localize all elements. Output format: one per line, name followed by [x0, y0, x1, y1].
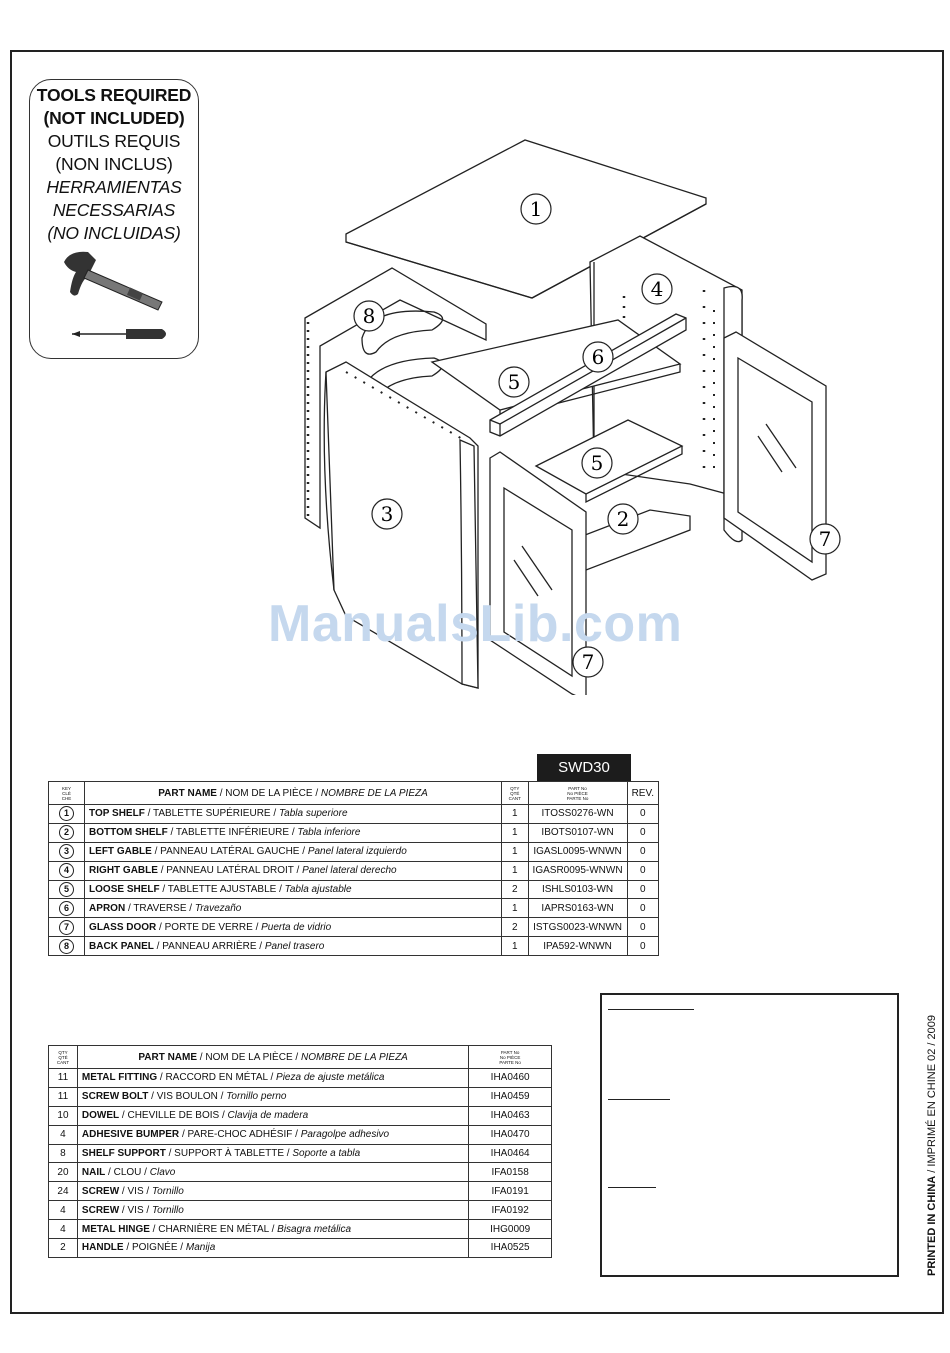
- callout-5a-label: 5: [507, 370, 521, 394]
- notes-rule-1: [608, 1009, 694, 1010]
- key-cell: 4: [49, 861, 85, 880]
- part-no-cell: ITOSS0276-WN: [528, 805, 627, 824]
- rev-cell: 0: [627, 880, 658, 899]
- callout-3: [372, 499, 402, 529]
- parts-table-row: [49, 861, 659, 880]
- key-header: KEY CLÉ CHE: [49, 782, 85, 805]
- qty-cell: 1: [501, 805, 528, 824]
- hw-part-name-header: PART NAME / NOM DE LA PIÈCE / NOMBRE DE LA PIEZA: [77, 1046, 468, 1069]
- hardware-table-row: [49, 1182, 552, 1201]
- rev-cell: 0: [627, 937, 658, 956]
- callout-6-label: 6: [591, 345, 605, 369]
- hardware-table-row: [49, 1220, 552, 1239]
- tools-required-box: [29, 79, 199, 359]
- qty-cell: 1: [501, 937, 528, 956]
- hw-qty-cell: 11: [49, 1069, 78, 1088]
- qty-cell: 1: [501, 861, 528, 880]
- tools-line-5: HERRAMIENTAS: [46, 177, 182, 197]
- hardware-table-row: [49, 1144, 552, 1163]
- rev-cell: 0: [627, 861, 658, 880]
- part-name-cell: APRON / TRAVERSE / Travezaño: [85, 899, 502, 918]
- hw-part-no-cell: IFA0192: [469, 1201, 552, 1220]
- key-cell: 8: [49, 937, 85, 956]
- hw-qty-cell: 11: [49, 1087, 78, 1106]
- tools-line-6: NECESSARIAS: [52, 200, 176, 220]
- hw-part-name-cell: DOWEL / CHEVILLE DE BOIS / Clavija de madera: [77, 1106, 468, 1125]
- notes-rule-3: [608, 1187, 656, 1188]
- tools-line-2: (NOT INCLUDED): [43, 108, 185, 128]
- parts-table-row: [49, 880, 659, 899]
- callout-7a: [810, 524, 840, 554]
- callout-7a-label: 7: [818, 527, 832, 551]
- parts-table-row: [49, 805, 659, 824]
- key-cell: 1: [49, 805, 85, 824]
- hardware-table-row: [49, 1069, 552, 1088]
- hw-part-name-cell: SHELF SUPPORT / SUPPORT À TABLETTE / Soporte a tabla: [77, 1144, 468, 1163]
- part-name-cell: LOOSE SHELF / TABLETTE AJUSTABLE / Tabla ajustable: [85, 880, 502, 899]
- callout-4: [642, 274, 672, 304]
- hw-qty-header: QTY QTÉ CANT: [49, 1046, 78, 1069]
- key-cell: 3: [49, 842, 85, 861]
- hardware-table-row: [49, 1106, 552, 1125]
- part-no-cell: IGASL0095-WNWN: [528, 842, 627, 861]
- model-number-badge: SWD30: [537, 754, 631, 781]
- hw-part-name-cell: METAL FITTING / RACCORD EN MÉTAL / Pieza de ajuste metálica: [77, 1069, 468, 1088]
- callout-7b-label: 7: [581, 650, 595, 674]
- qty-cell: 1: [501, 823, 528, 842]
- hw-qty-cell: 20: [49, 1163, 78, 1182]
- hardware-table-row: [49, 1125, 552, 1144]
- part-name-header: PART NAME / NOM DE LA PIÈCE / NOMBRE DE LA PIEZA: [85, 782, 502, 805]
- qty-cell: 2: [501, 880, 528, 899]
- hw-part-no-cell: IHG0009: [469, 1220, 552, 1239]
- hw-part-name-cell: SCREW / VIS / Tornillo: [77, 1182, 468, 1201]
- key-cell: 7: [49, 918, 85, 937]
- callout-5a: [499, 367, 529, 397]
- key-cell: 6: [49, 899, 85, 918]
- part-name-cell: BOTTOM SHELF / TABLETTE INFÉRIEURE / Tabla inferiore: [85, 823, 502, 842]
- parts-table-row: [49, 823, 659, 842]
- hw-part-no-header: PART No No PIÈCE PARTE No: [469, 1046, 552, 1069]
- rev-cell: 0: [627, 823, 658, 842]
- hw-part-no-cell: IFA0158: [469, 1163, 552, 1182]
- key-cell: 5: [49, 880, 85, 899]
- hardware-table-row: [49, 1201, 552, 1220]
- hw-qty-cell: 8: [49, 1144, 78, 1163]
- hammer-icon: [64, 252, 162, 310]
- hw-part-name-cell: ADHESIVE BUMPER / PARE-CHOC ADHÉSIF / Paragolpe adhesivo: [77, 1125, 468, 1144]
- hw-qty-cell: 24: [49, 1182, 78, 1201]
- qty-cell: 1: [501, 899, 528, 918]
- tools-line-4: (NON INCLUS): [55, 154, 173, 174]
- part-name-cell: TOP SHELF / TABLETTE SUPÉRIEURE / Tabla superiore: [85, 805, 502, 824]
- part-no-header: PART No No PIÈCE PARTE No: [528, 782, 627, 805]
- parts-table-row: [49, 842, 659, 861]
- part-name-cell: GLASS DOOR / PORTE DE VERRE / Puerta de vidrio: [85, 918, 502, 937]
- callout-8: [354, 301, 384, 331]
- hw-part-no-cell: IHA0464: [469, 1144, 552, 1163]
- callout-1-label: 1: [529, 197, 543, 221]
- hardware-table-row: [49, 1163, 552, 1182]
- hw-part-name-cell: NAIL / CLOU / Clavo: [77, 1163, 468, 1182]
- notes-box: [600, 993, 899, 1277]
- part-name-cell: LEFT GABLE / PANNEAU LATÉRAL GAUCHE / Panel lateral izquierdo: [85, 842, 502, 861]
- watermark: ManualsLib.com: [268, 595, 683, 653]
- callout-5b: [582, 448, 612, 478]
- hw-part-no-cell: IHA0460: [469, 1069, 552, 1088]
- hardware-table-header: [49, 1046, 552, 1069]
- callout-8-label: 8: [362, 304, 376, 328]
- callout-3-label: 3: [380, 502, 394, 526]
- part-name-cell: BACK PANEL / PANNEAU ARRIÈRE / Panel trasero: [85, 937, 502, 956]
- hardware-table-row: [49, 1239, 552, 1258]
- hw-part-name-cell: HANDLE / POIGNÉE / Manija: [77, 1239, 468, 1258]
- hw-part-name-cell: METAL HINGE / CHARNIÈRE EN MÉTAL / Bisagra metálica: [77, 1220, 468, 1239]
- parts-table-row: [49, 937, 659, 956]
- notes-rule-2: [608, 1099, 670, 1100]
- rev-cell: 0: [627, 918, 658, 937]
- part-no-cell: IGASR0095-WNWN: [528, 861, 627, 880]
- callout-2: [608, 504, 638, 534]
- qty-cell: 1: [501, 842, 528, 861]
- screwdriver-icon: [72, 329, 166, 339]
- rev-cell: 0: [627, 805, 658, 824]
- hw-qty-cell: 10: [49, 1106, 78, 1125]
- hardware-table-row: [49, 1087, 552, 1106]
- part-no-cell: IAPRS0163-WN: [528, 899, 627, 918]
- part-no-cell: ISHLS0103-WN: [528, 880, 627, 899]
- hw-part-no-cell: IHA0459: [469, 1087, 552, 1106]
- rev-cell: 0: [627, 899, 658, 918]
- part-name-cell: RIGHT GABLE / PANNEAU LATÉRAL DROIT / Panel lateral derecho: [85, 861, 502, 880]
- callout-6: [583, 342, 613, 372]
- callout-2-label: 2: [616, 507, 630, 531]
- callout-4-label: 4: [650, 277, 664, 301]
- hw-part-no-cell: IHA0525: [469, 1239, 552, 1258]
- hw-part-no-cell: IHA0463: [469, 1106, 552, 1125]
- rev-header: REV.: [627, 782, 658, 805]
- hw-part-no-cell: IFA0191: [469, 1182, 552, 1201]
- qty-cell: 2: [501, 918, 528, 937]
- hw-qty-cell: 4: [49, 1220, 78, 1239]
- key-cell: 2: [49, 823, 85, 842]
- callout-5b-label: 5: [590, 451, 604, 475]
- hw-part-no-cell: IHA0470: [469, 1125, 552, 1144]
- parts-table: [48, 781, 659, 956]
- hw-qty-cell: 4: [49, 1201, 78, 1220]
- hw-qty-cell: 4: [49, 1125, 78, 1144]
- tools-line-7: (NO INCLUIDAS): [47, 223, 181, 243]
- hw-qty-cell: 2: [49, 1239, 78, 1258]
- callout-1: [521, 194, 551, 224]
- part-no-cell: IPA592-WNWN: [528, 937, 627, 956]
- qty-header: QTY QTÉ CANT: [501, 782, 528, 805]
- tools-line-1: TOOLS REQUIRED: [36, 85, 192, 105]
- tools-line-3: OUTILS REQUIS: [47, 131, 181, 151]
- hw-part-name-cell: SCREW BOLT / VIS BOULON / Tornillo perno: [77, 1087, 468, 1106]
- hardware-table: [48, 1045, 552, 1258]
- parts-table-header: [49, 782, 659, 805]
- rev-cell: 0: [627, 842, 658, 861]
- part-no-cell: IBOTS0107-WN: [528, 823, 627, 842]
- parts-table-row: [49, 918, 659, 937]
- printed-in-label: PRINTED IN CHINA / IMPRIMÉ EN CHINE 02 / 2009: [926, 1014, 938, 1276]
- part-no-cell: ISTGS0023-WNWN: [528, 918, 627, 937]
- parts-table-row: [49, 899, 659, 918]
- hw-part-name-cell: SCREW / VIS / Tornillo: [77, 1201, 468, 1220]
